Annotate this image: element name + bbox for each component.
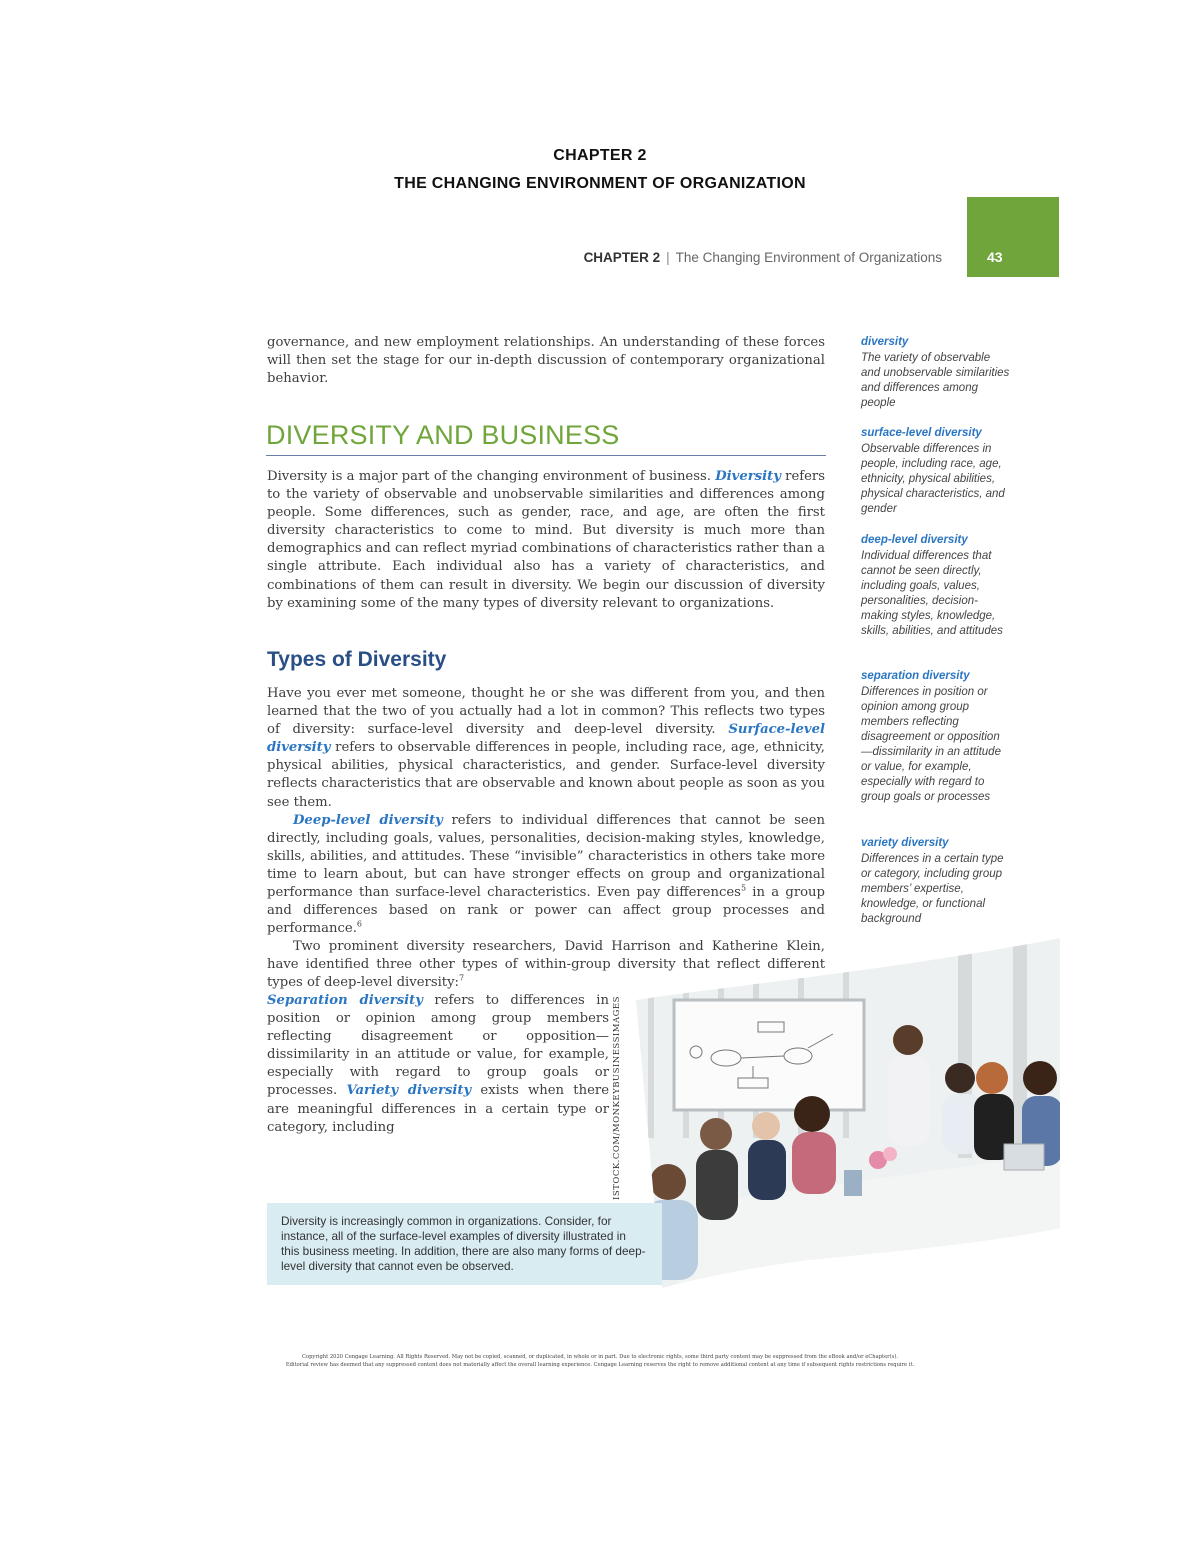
intro-paragraph <box>267 334 825 388</box>
section-heading: DIVERSITY AND BUSINESS <box>266 420 826 456</box>
glossary-entry-diversity <box>861 336 1011 411</box>
meeting-photo-illustration <box>608 938 1060 1288</box>
glossary-definition: Individual differences that cannot be seen directly, including goals, values, personalities, decision-making styles, knowledge, skills, abilities, and attitudes <box>861 550 1003 637</box>
glossary-term: surface-level diversity <box>861 427 982 439</box>
text-span: Two prominent diversity researchers, David Harrison and Katherine Klein, have identified three other types of within-group diversity that reflect different types of deep-level diversity: <box>267 939 825 991</box>
key-term-surface-level: Surface-level diversity <box>267 722 825 756</box>
glossary-definition: Differences in a certain type or category, including group members’ expertise, knowledge, or functional background <box>861 853 1004 925</box>
page-number-tab <box>967 197 1059 277</box>
text-span: exists when there are meaningful differences in a certain type or category, including <box>267 1083 609 1135</box>
key-term-variety: Variety diversity <box>346 1083 472 1099</box>
doc-title-line1: CHAPTER 2 <box>553 147 647 164</box>
text-span: refers to individual differences that cannot be seen directly, including goals, values, personalities, decision-making styles, knowledge, skills, abilities, and attitudes. These “invisible” characteristics in others take more time to learn about, but can have stronger effects on group and organizational performance than surface-level characteristics. Even pay differences <box>267 812 825 901</box>
running-header <box>584 250 942 265</box>
glossary-definition: Differences in position or opinion among group members reflecting disagreement or opposition—dissimilarity in an attitude or value, for example, especially with regard to group goals or processes <box>861 686 1001 803</box>
text-span: refers to observable differences in people, including race, age, ethnicity, physical abilities, physical characteristics, and gender. Surface-level diversity reflects characteristics that are observable and known about people as soon as you see them. <box>267 740 825 810</box>
text-span: refers to the variety of observable and unobservable similarities and differences among people. Some differences, such as gender, race, and age, are often the first diversity characteristics to come to mind. But diversity is much more than demographics and can reflect myriad combinations of characteristics rather than a single attribute. Each individual also has a variety of characteristics, and combinations of them can result in diversity. We begin our discussion of diversity by examining some of the many types of diversity relevant to organizations. <box>267 469 826 611</box>
footer-copyright-line1: Copyright 2020 Cengage Learning. All Rights Reserved. May not be copied, scanned, or duplicated, in whole or in part. Due to electronic rights, some third party content may be suppressed from the eBook and/or eChapter(s). <box>302 1354 898 1360</box>
footnote-ref: 6 <box>356 919 363 929</box>
types-paragraph-4 <box>267 992 609 1137</box>
running-header-title: The Changing Environment of Organizations <box>675 250 942 265</box>
glossary-entry-deep-level <box>861 534 1011 639</box>
key-term-diversity: Diversity <box>715 469 781 484</box>
text-span: Diversity is a major part of the changing environment of business. <box>267 469 716 484</box>
glossary-term: variety diversity <box>861 837 949 849</box>
text-span: refers to differences in position or opinion among group members reflecting disagreement or opposition—dissimilarity in an attitude or value, for example, especially with regard to group goals or processes. <box>267 993 609 1099</box>
photo-credit: ISTOCK.COM/MONKEYBUSINESSIMAGES <box>612 996 622 1200</box>
key-term-deep-level: Deep-level diversity <box>293 812 443 828</box>
footer-copyright-line2: Editorial review has deemed that any suppressed content does not materially affect the overall learning experience. Cengage Learning reserves the right to remove additional content at any time if subsequent rights restrictions require it. <box>285 1362 915 1368</box>
glossary-definition: The variety of observable and unobservable similarities and differences among people <box>861 352 1010 409</box>
glossary-entry-variety <box>861 837 1011 927</box>
glossary-term: deep-level diversity <box>861 534 968 546</box>
footnote-ref: 5 <box>740 883 747 893</box>
doc-title-line2: THE CHANGING ENVIRONMENT OF ORGANIZATION <box>394 175 806 192</box>
glossary-entry-surface-level <box>861 427 1011 517</box>
running-header-separator: | <box>666 250 670 265</box>
diversity-paragraph <box>267 468 825 613</box>
footnote-ref: 7 <box>459 973 465 983</box>
glossary-term: diversity <box>861 336 909 348</box>
intro-text: governance, and new employment relationships. An understanding of these forces will then set the stage for our in-depth discussion of contemporary organizational behavior. <box>267 335 825 387</box>
glossary-definition: Observable differences in people, including race, age, ethnicity, physical abilities, physical characteristics, and gender <box>861 443 1005 515</box>
glossary-entry-separation <box>861 670 1011 805</box>
text-span: in a group and differences based on rank or power can affect group processes and performance. <box>267 885 825 937</box>
meeting-photo <box>608 938 1060 1288</box>
running-header-chapter: CHAPTER 2 <box>583 250 661 265</box>
key-term-separation: Separation diversity <box>267 993 423 1008</box>
text-span: Have you ever met someone, thought he or she was different from you, and then learned that the two of you actually had a lot in common? This reflects two types of diversity: surface-level diversity and deep-level diversity. <box>267 686 825 738</box>
photo-caption: Diversity is increasingly common in organizations. Consider, for instance, all of the surface-level examples of diversity illustrated in this business meeting. In addition, there are also many forms of deep-level diversity that cannot even be observed. <box>267 1203 662 1285</box>
glossary-term: separation diversity <box>861 670 970 682</box>
subheading: Types of Diversity <box>267 648 447 671</box>
types-paragraphs <box>267 685 825 938</box>
page-number: 43 <box>987 249 1003 265</box>
